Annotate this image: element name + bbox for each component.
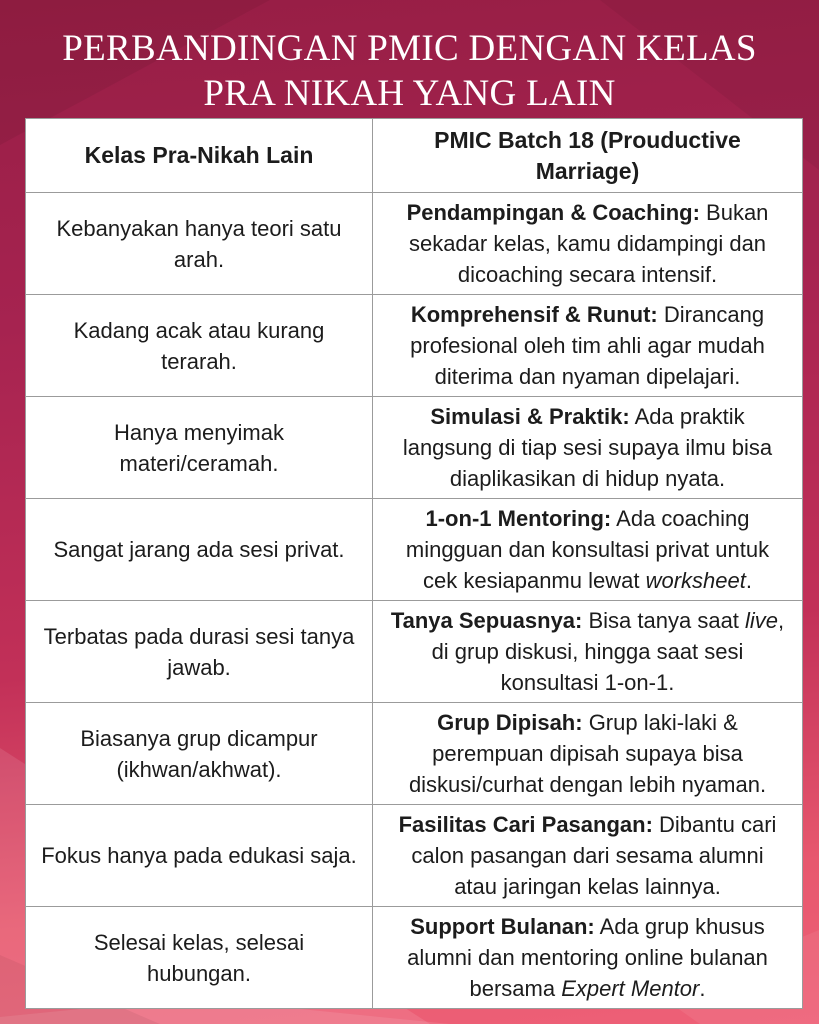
- table-row: [26, 907, 803, 1009]
- pmic-cell: Fasilitas Cari Pasangan: Dibantu cari calon pasangan dari sesama alumni atau jaringan kelas lainnya.: [373, 805, 803, 907]
- other-class-cell: Kebanyakan hanya teori satu arah.: [26, 193, 373, 295]
- other-class-cell: Sangat jarang ada sesi privat.: [26, 499, 373, 601]
- pmic-cell: Tanya Sepuasnya: Bisa tanya saat live, di grup diskusi, hingga saat sesi konsultasi 1-on-1.: [373, 601, 803, 703]
- table-row: [26, 805, 803, 907]
- header-pmic-batch: PMIC Batch 18 (Prouductive Marriage): [373, 119, 803, 193]
- table-header-row: [26, 119, 803, 193]
- pmic-cell: Komprehensif & Runut: Dirancang profesional oleh tim ahli agar mudah diterima dan nyaman dipelajari.: [373, 295, 803, 397]
- page-title-line-1: PERBANDINGAN PMIC DENGAN KELAS: [62, 28, 757, 69]
- other-class-cell: Hanya menyimak materi/ceramah.: [26, 397, 373, 499]
- pmic-cell: Support Bulanan: Ada grup khusus alumni dan mentoring online bulanan bersama Expert Mentor.: [373, 907, 803, 1009]
- page-title-line-2: PRA NIKAH YANG LAIN: [203, 73, 616, 114]
- table-row: [26, 397, 803, 499]
- other-class-cell: Biasanya grup dicampur (ikhwan/akhwat).: [26, 703, 373, 805]
- pmic-cell: Pendampingan & Coaching: Bukan sekadar kelas, kamu didampingi dan dicoaching secara intensif.: [373, 193, 803, 295]
- table-row: [26, 193, 803, 295]
- header-other-classes: Kelas Pra-Nikah Lain: [26, 119, 373, 193]
- pmic-cell: Grup Dipisah: Grup laki-laki & perempuan dipisah supaya bisa diskusi/curhat dengan lebih nyaman.: [373, 703, 803, 805]
- other-class-cell: Kadang acak atau kurang terarah.: [26, 295, 373, 397]
- other-class-cell: Fokus hanya pada edukasi saja.: [26, 805, 373, 907]
- pmic-cell: 1-on-1 Mentoring: Ada coaching mingguan dan konsultasi privat untuk cek kesiapanmu lewat worksheet.: [373, 499, 803, 601]
- table-row: [26, 499, 803, 601]
- other-class-cell: Selesai kelas, selesai hubungan.: [26, 907, 373, 1009]
- pmic-cell: Simulasi & Praktik: Ada praktik langsung di tiap sesi supaya ilmu bisa diaplikasikan di hidup nyata.: [373, 397, 803, 499]
- table-row: [26, 295, 803, 397]
- comparison-table: [25, 118, 803, 1009]
- table-row: [26, 703, 803, 805]
- other-class-cell: Terbatas pada durasi sesi tanya jawab.: [26, 601, 373, 703]
- page-title: [0, 26, 819, 116]
- table-row: [26, 601, 803, 703]
